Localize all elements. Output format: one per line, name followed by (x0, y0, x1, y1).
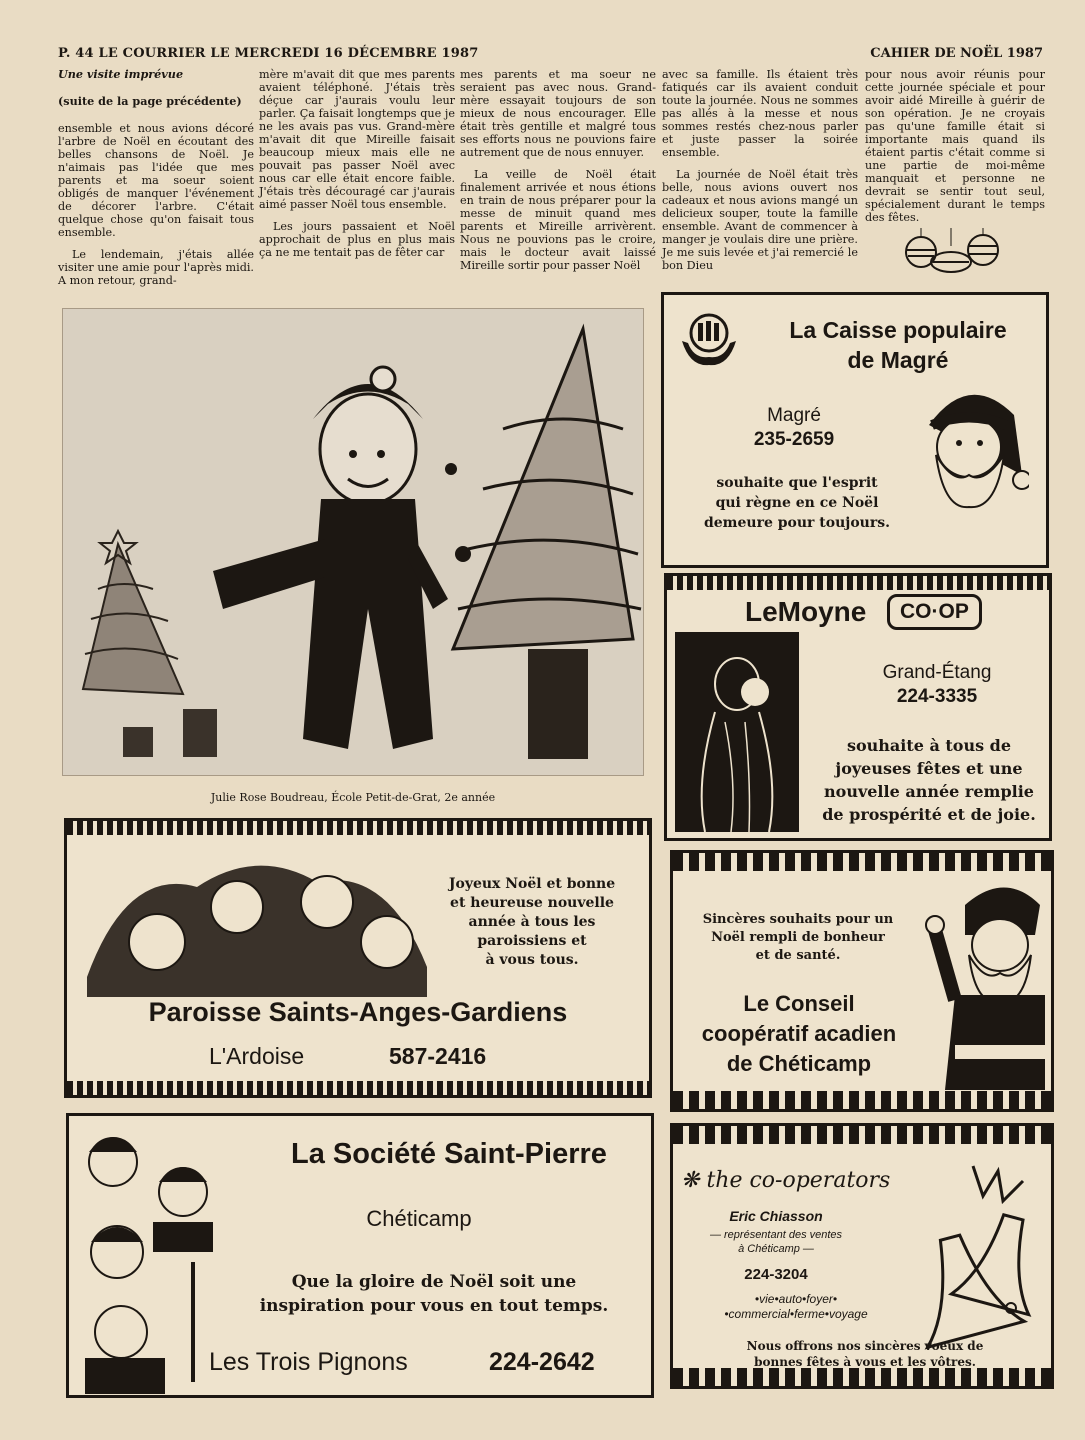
agent-role: à Chéticamp — (738, 1243, 814, 1255)
ad-caisse-populaire (661, 292, 1049, 568)
societe-venue: Les Trois Pignons (209, 1348, 408, 1376)
ad-paroisse (64, 818, 652, 1098)
caisse-phone: 235-2659 (753, 429, 835, 450)
caisse-message: souhaite que l'esprit (716, 475, 878, 491)
page-folio: P. 44 LE COURRIER LE MERCREDI 16 DÉCEMBRE 1987 (58, 46, 479, 61)
societe-message: Que la gloire de Noël soit une (291, 1272, 577, 1292)
paroisse-message: Joyeux Noël et bonne (448, 876, 616, 892)
lemoyne-name: LeMoyne (745, 596, 867, 627)
paragraph: mère m'avait dit que mes parents avaient téléphoné. J'étais très déçue car j'aurais voulu leur parler. Ça faisait longtemps que je ne les avais pas vus. Grand-mère m'avait dit que Mireille faisait beaucoup mieux mais elle ne pouvait pas passer Noël avec nous car elle était encore faible. J'étais très découragé car j'aurais aimé passer Noël tous ensemble. (259, 68, 455, 211)
holly-border (673, 1368, 1051, 1386)
caisse-name-line1: La Caisse populaire (789, 317, 1007, 343)
child-drawing-image (62, 308, 644, 776)
holly-border (673, 853, 1051, 871)
conseil-message: Sincères souhaits pour un (702, 912, 894, 927)
lemoyne-message: de prospérité et de joie. (822, 805, 1036, 824)
cooperators-brand: the co-operators (706, 1168, 891, 1193)
paragraph: Le lendemain, j'étais allée visiter une amie pour l'après midi. A mon retour, grand- (58, 248, 254, 287)
decorative-border (667, 576, 1049, 590)
insurance-lines: •commercial•ferme•voyage (724, 1307, 868, 1321)
societe-message: inspiration pour vous en tout temps. (259, 1296, 609, 1316)
paroisse-phone: 587-2416 (389, 1043, 487, 1069)
ad-conseil-cooperatif (670, 850, 1054, 1112)
lemoyne-place: Grand-Étang (882, 662, 992, 683)
santa-waving-icon (925, 875, 1051, 1095)
drawing-caption: Julie Rose Boudreau, École Petit-de-Grat, 2e année (210, 791, 496, 804)
paragraph: mes parents et ma soeur ne seraient pas avec nous. Grand-mère essayait toujours de son mieux de nous encourager. Elle était très gentille et malgré tous ses efforts nous ne pouvions faire autrement que de nous ennuyer. (460, 68, 656, 159)
article-title: Une visite imprévue (58, 67, 184, 81)
paragraph: ensemble et nous avions décoré l'arbre de Noël en écoutant des belles chansons de Noël. Je n'aimais pas l'idée que mes parents et ma soeur soient obligés de manquer l'événement de décorer l'arbre. C'était quelque chose qu'on faisait tous ensemble. (58, 122, 254, 239)
paragraph: avec sa famille. Ils étaient très fatiqués car ils avaient conduit toute la journée. Nous ne sommes pas allés à la messe et nous sommes restés chez-nous parler et juste passer la soirée ensemble. (662, 68, 858, 159)
angels-choir-icon (87, 847, 427, 997)
cooperators-message: bonnes fêtes à vous et les vôtres. (754, 1355, 976, 1369)
ad-lemoyne-coop (664, 573, 1052, 841)
paragraph: pour nous avoir réunis pour cette journée spéciale et pour avoir aidé Mireille à guérir de son opération. Je ne croyais pas qu'une famille était si importante mais quand ils étaient partis c'était comme si une partie de moi-même manquait et personne ne devrait se sentir tout seul, spécialement durant le temps des fêtes. (865, 68, 1045, 224)
article-column-5 (865, 68, 1045, 233)
agent-name: Eric Chiasson (729, 1208, 823, 1224)
paragraph: Les jours passaient et Noël approchait de plus en plus mais ça ne me tentait pas de fêter car (259, 220, 455, 259)
article-column-3 (460, 68, 656, 281)
lemoyne-phone: 224-3335 (896, 686, 978, 707)
caisse-message: qui règne en ce Noël (715, 495, 879, 511)
cooperators-phone: 224-3204 (744, 1266, 808, 1283)
section-title: CAHIER DE NOËL 1987 (870, 46, 1043, 61)
cooperators-message: Nous offrons nos sincères voeux de (746, 1339, 984, 1353)
santa-face-icon (914, 375, 1029, 515)
article-continued: (suite de la page précédente) (58, 94, 242, 108)
conseil-message: et de santé. (755, 948, 841, 963)
conseil-name: Le Conseil (743, 991, 855, 1016)
paroisse-message: et heureuse nouvelle (450, 895, 614, 911)
cooperators-logo-icon: ❋ (681, 1168, 700, 1193)
paragraph: La veille de Noël était finalement arrivée et nous étions en train de nous préparer pour la messe de minuit quand mes parents et Mireille arrivèrent. Nous ne pouvions pas le croire, mais le docteur avait laissé Mireille sortir pour passer Noël (460, 168, 656, 272)
christmas-bells-icon (903, 1156, 1049, 1356)
caisse-name-line2: de Magré (847, 347, 949, 373)
ad-cooperators (670, 1123, 1054, 1389)
caisse-message: demeure pour toujours. (703, 515, 890, 531)
lemoyne-message: nouvelle année remplie (824, 782, 1034, 801)
societe-place: Chéticamp (366, 1206, 472, 1231)
holly-border (673, 1126, 1051, 1144)
paroisse-place: L'Ardoise (209, 1043, 305, 1069)
conseil-name: de Chéticamp (726, 1051, 872, 1076)
insurance-lines: •vie•auto•foyer• (754, 1292, 838, 1306)
ad-societe-saint-pierre (66, 1113, 654, 1398)
carolers-children-icon (73, 1122, 223, 1394)
paragraph: La journée de Noël était très belle, nous avions ouvert nos cadeaux et nous avions mangé un delicieux souper, toute la famille ensemble. Avant de commencer à manger je voulais dire une prière. Je me suis levée et j'ai remercié le bon Dieu (662, 168, 858, 272)
paroisse-message: paroissiens et (477, 933, 587, 949)
conseil-name: coopératif acadien (701, 1021, 897, 1046)
caisse-hands-logo-icon (678, 311, 740, 369)
article-column-1 (58, 68, 254, 296)
caisse-place: Magré (767, 405, 821, 426)
lemoyne-message: joyeuses fêtes et une (835, 759, 1023, 778)
paroisse-message: année à tous les (468, 914, 596, 930)
societe-name: La Société Saint-Pierre (291, 1138, 607, 1170)
christmas-ornaments-icon (903, 228, 999, 278)
article-column-2 (259, 68, 455, 268)
conseil-message: Noël rempli de bonheur (711, 930, 885, 945)
madonna-child-image (675, 632, 799, 832)
decorative-border (67, 821, 649, 835)
coop-logo: CO·OP (887, 594, 982, 630)
agent-role: — représentant des ventes (709, 1229, 843, 1241)
paroisse-name: Paroisse Saints-Anges-Gardiens (148, 997, 568, 1027)
lemoyne-message: souhaite à tous de (846, 736, 1012, 755)
societe-phone: 224-2642 (489, 1348, 595, 1376)
paroisse-message: à vous tous. (485, 952, 579, 968)
decorative-border (67, 1081, 649, 1095)
article-column-4 (662, 68, 858, 281)
